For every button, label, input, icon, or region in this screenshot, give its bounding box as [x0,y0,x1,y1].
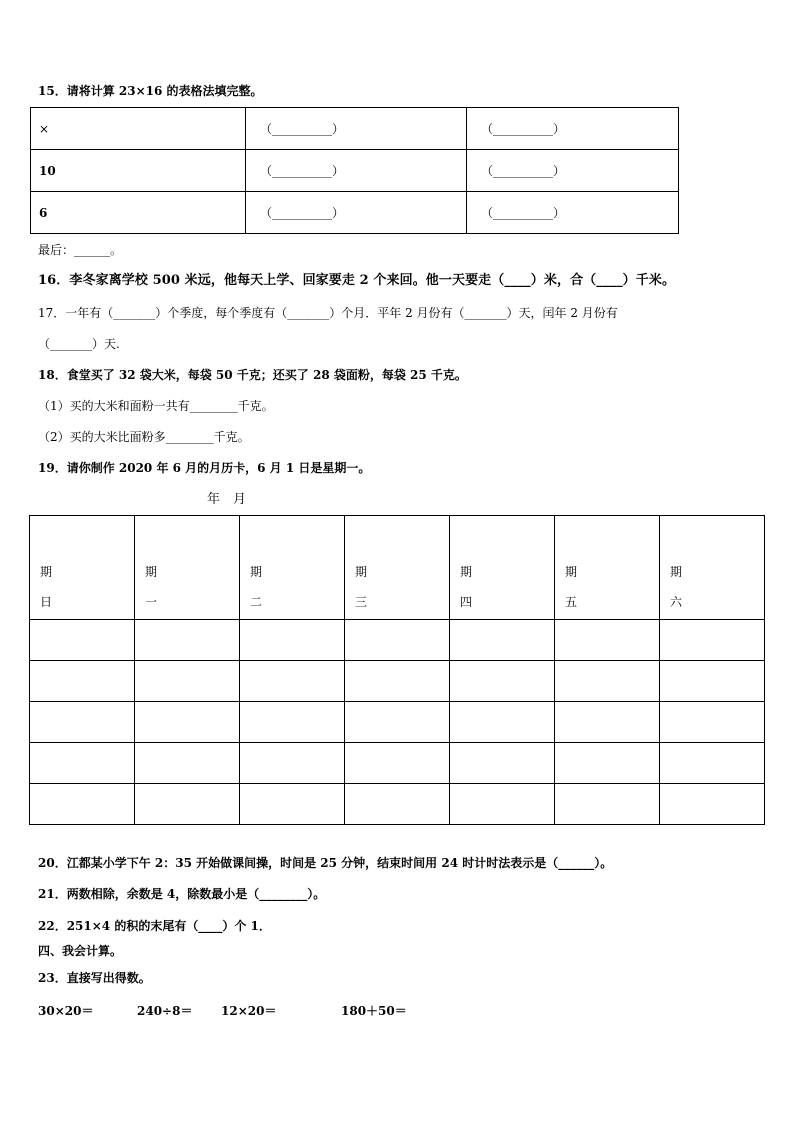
q20-text: 20．江都某小学下午 2：35 开始做课间操，时间是 25 分钟，结束时间用 24 时计时法表示是（______）。 [38,856,613,870]
q15-final: 最后：______。 [38,243,123,257]
calendar-day-cell[interactable] [240,620,345,661]
calendar-week-row [30,784,765,825]
calendar-table [29,515,765,825]
calendar-day-cell[interactable] [135,620,240,661]
weekday-header: 期 四 [450,516,555,620]
q21-text: 21．两数相除，余数是 4，除数最小是（________）。 [38,887,326,901]
calendar-day-cell[interactable] [240,743,345,784]
calendar-day-cell[interactable] [555,743,660,784]
calc-item: 180＋50＝ [341,1004,407,1018]
q15-blank-cell[interactable]: （__________） [246,192,467,234]
calendar-day-cell[interactable] [345,661,450,702]
weekday-header: 期 一 [135,516,240,620]
calendar-day-cell[interactable] [660,620,765,661]
q18-part2: （2）买的大米比面粉多________千克。 [38,430,250,444]
calendar-header-row [30,516,765,620]
calendar-day-cell[interactable] [135,702,240,743]
table-row [31,192,679,234]
q15-blank-cell[interactable]: （__________） [467,192,679,234]
calendar-day-cell[interactable] [660,784,765,825]
calendar-day-cell[interactable] [345,702,450,743]
calendar-day-cell[interactable] [240,784,345,825]
table-row [31,150,679,192]
calc-item: 30×20＝ [38,1004,94,1018]
calendar-day-cell[interactable] [450,743,555,784]
calc-item: 12×20＝ [221,1004,277,1018]
calendar-day-cell[interactable] [345,743,450,784]
q17-line2: （_______）天. [38,337,120,351]
calc-item: 240÷8＝ [137,1004,193,1018]
calendar-day-cell[interactable] [555,702,660,743]
calendar-week-row [30,743,765,784]
calendar-day-cell[interactable] [30,702,135,743]
weekday-header: 期 六 [660,516,765,620]
calendar-day-cell[interactable] [555,661,660,702]
table-row [31,108,679,150]
calendar-day-cell[interactable] [660,702,765,743]
calendar-day-cell[interactable] [555,620,660,661]
calendar-day-cell[interactable] [450,702,555,743]
calendar-day-cell[interactable] [345,784,450,825]
q15-row-label: × [31,108,246,150]
q18-title: 18．食堂买了 32 袋大米，每袋 50 千克；还买了 28 袋面粉，每袋 25 千克。 [38,368,467,382]
calendar-day-cell[interactable] [30,784,135,825]
calendar-day-cell[interactable] [555,784,660,825]
calendar-week-row [30,620,765,661]
q15-blank-cell[interactable]: （__________） [467,108,679,150]
calendar-week-row [30,702,765,743]
q15-row-label: 6 [31,192,246,234]
calendar-day-cell[interactable] [30,620,135,661]
calendar-day-cell[interactable] [135,784,240,825]
calendar-day-cell[interactable] [135,661,240,702]
weekday-header: 期 日 [30,516,135,620]
q16-text: 16．李冬家离学校 500 米远，他每天上学、回家要走 2 个来回。他一天要走（____）米，合（____）千米。 [38,273,676,288]
calendar-day-cell[interactable] [450,620,555,661]
calendar-day-cell[interactable] [450,661,555,702]
calendar-day-cell[interactable] [30,661,135,702]
q15-row-label: 10 [31,150,246,192]
q18-part1: （1）买的大米和面粉一共有________千克。 [38,399,274,413]
calendar-caption: 年 月 [207,492,247,507]
q19-title: 19．请你制作 2020 年 6 月的月历卡，6 月 1 日是星期一。 [38,461,371,475]
calendar-day-cell[interactable] [345,620,450,661]
calendar-day-cell[interactable] [240,702,345,743]
calendar-day-cell[interactable] [450,784,555,825]
calendar-day-cell[interactable] [30,743,135,784]
q15-blank-cell[interactable]: （__________） [467,150,679,192]
weekday-header: 期 五 [555,516,660,620]
q22-text: 22．251×4 的积的末尾有（____）个 1． [38,919,271,933]
q15-blank-cell[interactable]: （__________） [246,150,467,192]
calendar-day-cell[interactable] [240,661,345,702]
section-four-heading: 四、我会计算。 [38,944,123,958]
calendar-day-cell[interactable] [660,743,765,784]
q23-title: 23．直接写出得数。 [38,971,151,985]
calendar-day-cell[interactable] [660,661,765,702]
q17-line1: 17．一年有（_______）个季度，每个季度有（_______）个月．平年 2 月份有（_______）天，闰年 2 月份有 [38,306,618,320]
calendar-day-cell[interactable] [135,743,240,784]
weekday-header: 期 二 [240,516,345,620]
calendar-week-row [30,661,765,702]
weekday-header: 期 三 [345,516,450,620]
q15-title: 15．请将计算 23×16 的表格法填完整。 [38,84,263,98]
q15-table [30,107,679,234]
q15-blank-cell[interactable]: （__________） [246,108,467,150]
